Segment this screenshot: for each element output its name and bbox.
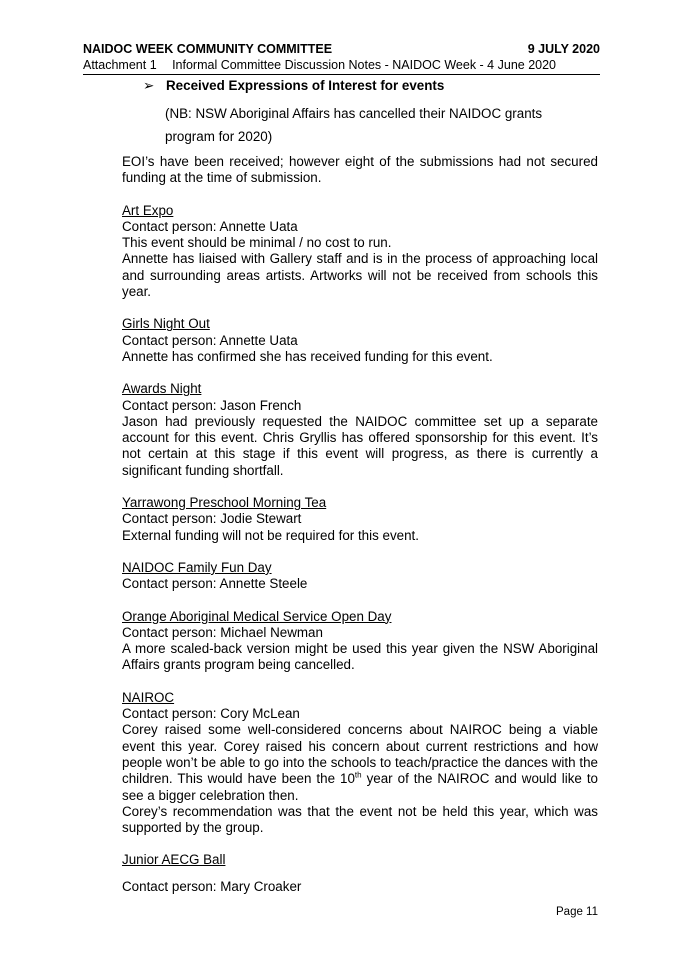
event-oams-open-day [122, 609, 598, 674]
notes-title: Informal Committee Discussion Notes - NAIDOC Week - 4 June 2020 [172, 58, 556, 72]
event-detail: A more scaled-back version might be used this year given the NSW Aboriginal Affairs grants program being cancelled. [122, 641, 598, 673]
event-detail: Corey’s recommendation was that the event not be held this year, which was supported by the group. [122, 803, 598, 836]
event-title: Awards Night [122, 381, 202, 397]
event-title: Girls Night Out [122, 316, 210, 332]
event-title: Orange Aboriginal Medical Service Open Day [122, 608, 392, 624]
event-contact: Contact person: Mary Croaker [122, 878, 302, 894]
arrow-bullet-icon: ➢ [143, 78, 155, 93]
document-body [122, 77, 598, 895]
note-line-2: program for 2020) [165, 129, 273, 144]
event-title: NAIDOC Family Fun Day [122, 559, 272, 575]
event-detail: Jason had previously requested the NAIDOC committee set up a separate account for this event. Chris Gryllis has offered sponsorship for this event. It’s not certain at this stage if this event will progress, as there is currently a significant funding shortfall. [122, 413, 598, 478]
attachment-label: Attachment 1 [83, 58, 157, 72]
intro-paragraph: EOI’s have been received; however eight of the submissions had not secured funding at the time of submission. [122, 154, 598, 186]
nairoc-text-b: year of the NAIROC and would like to see a bigger celebration then. [122, 771, 598, 803]
section-heading [122, 77, 598, 95]
event-girls-night-out [122, 316, 598, 365]
grants-note [122, 102, 598, 148]
event-art-expo [122, 203, 598, 301]
event-contact: Contact person: Jason French [122, 397, 302, 413]
event-detail: External funding will not be required for this event. [122, 527, 419, 543]
header-rule [83, 74, 600, 75]
event-title: Yarrawong Preschool Morning Tea [122, 495, 327, 511]
section-heading-text: Received Expressions of Interest for events [166, 78, 445, 93]
event-junior-aecg-ball [122, 852, 598, 895]
event-preschool-morning-tea [122, 495, 598, 544]
event-title: NAIROC [122, 689, 175, 705]
event-title: Art Expo [122, 202, 174, 218]
note-line-1: (NB: NSW Aboriginal Affairs has cancelled their NAIDOC grants [165, 106, 543, 121]
nairoc-superscript: th [354, 770, 362, 780]
event-contact: Contact person: Jodie Stewart [122, 511, 302, 527]
event-nairoc [122, 690, 598, 837]
event-detail: Annette has liaised with Gallery staff and is in the process of approaching local and surrounding areas artists. Artworks will not be received from schools this year. [122, 251, 598, 300]
page-number: Page 11 [556, 906, 598, 918]
event-contact: Contact person: Annette Uata [122, 332, 298, 348]
event-family-fun-day [122, 560, 598, 593]
event-awards-night [122, 381, 598, 479]
event-detail [122, 722, 598, 803]
event-contact: Contact person: Cory McLean [122, 706, 300, 722]
page-header-sub [83, 57, 600, 73]
committee-name: NAIDOC WEEK COMMUNITY COMMITTEE [83, 42, 333, 56]
nairoc-text-a: Corey raised some well-considered concerns about NAIROC being a viable event this year. Corey raised his concern about current restrictions and how people won’t be able to go into the schools to teach/practice the dances with the children. This would have been the 10 [122, 722, 598, 787]
event-detail: This event should be minimal / no cost to run. [122, 235, 392, 251]
event-contact: Contact person: Annette Uata [122, 218, 298, 234]
header-date: 9 JULY 2020 [527, 42, 600, 56]
page-header-top [83, 41, 600, 57]
event-contact: Contact person: Annette Steele [122, 576, 308, 592]
event-detail: Annette has confirmed she has received funding for this event. [122, 348, 493, 364]
event-title: Junior AECG Ball [122, 852, 226, 868]
event-contact: Contact person: Michael Newman [122, 624, 323, 640]
